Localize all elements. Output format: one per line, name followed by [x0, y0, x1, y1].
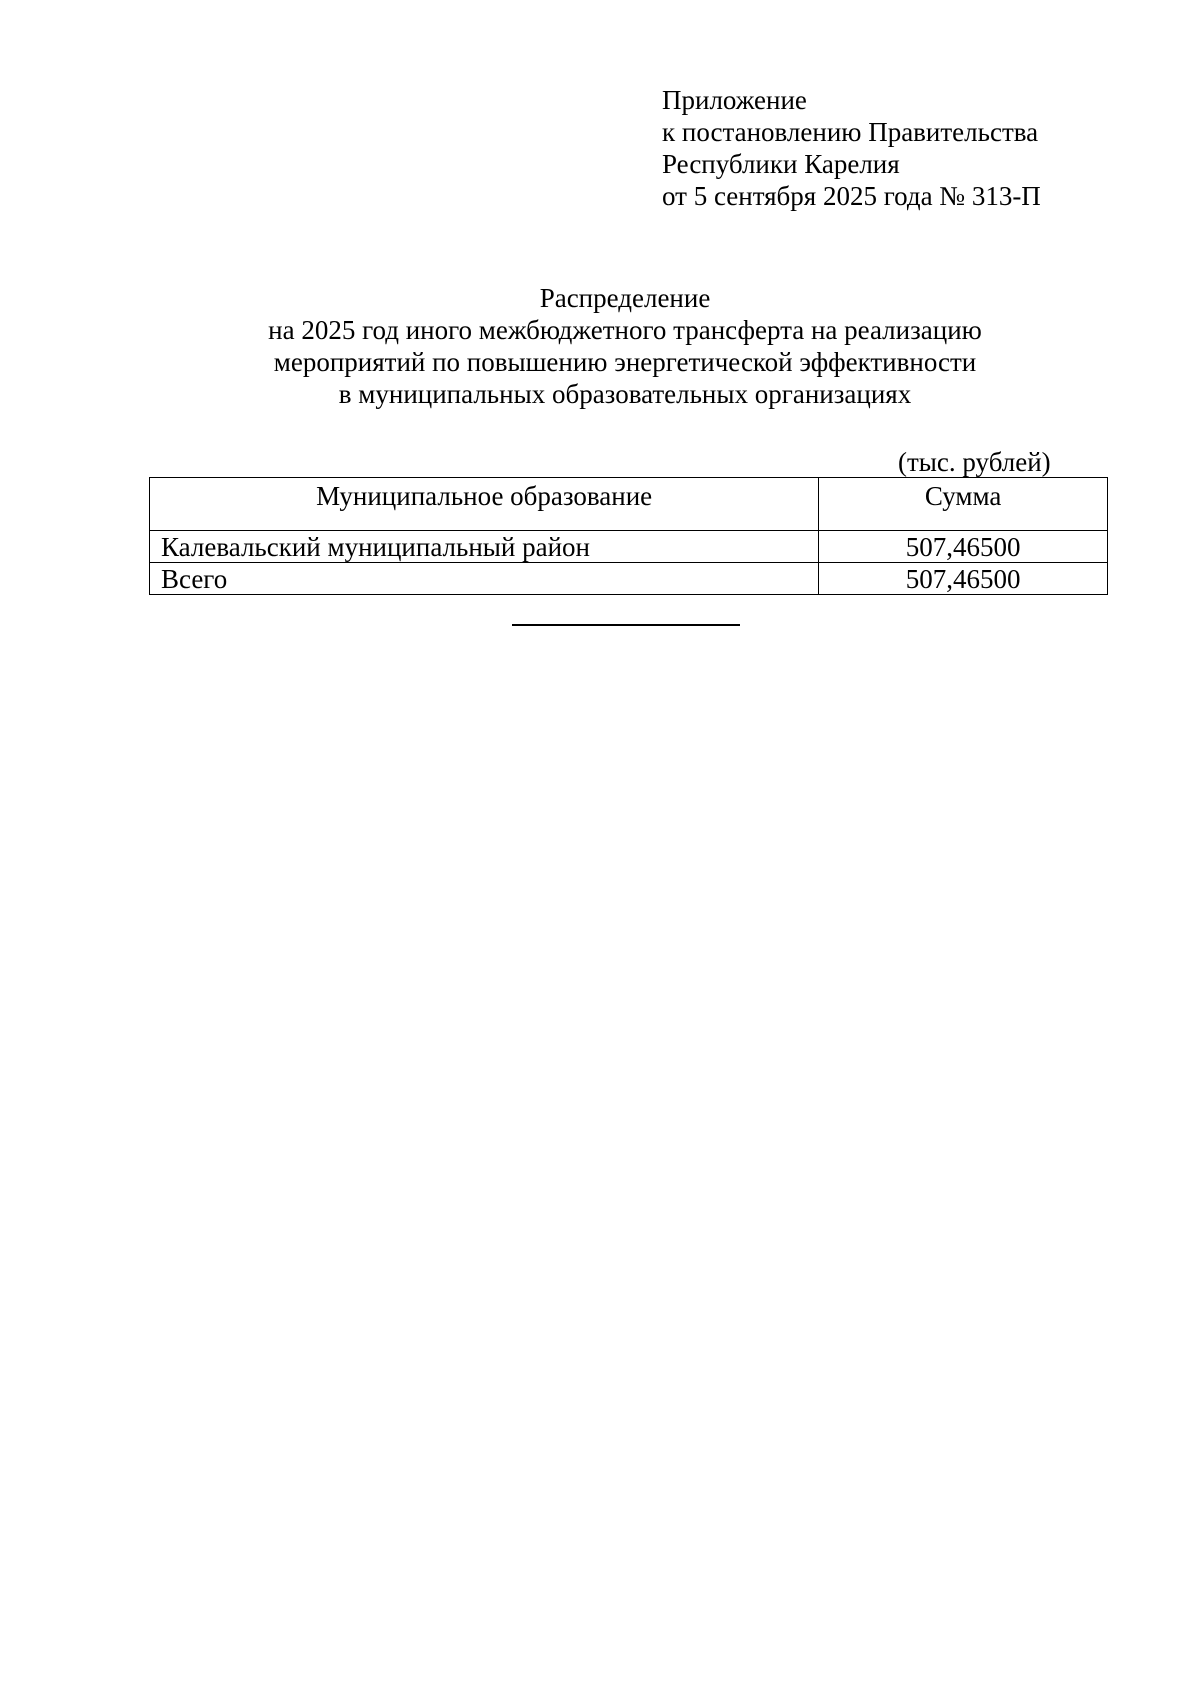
appendix-line: Приложение [662, 85, 807, 115]
closing-rule-divider [512, 624, 740, 626]
appendix-note [662, 84, 1041, 212]
title-line: Распределение [539, 283, 711, 313]
appendix-line: к постановлению Правительства [662, 117, 1039, 147]
total-label-cell: Всего [150, 563, 819, 595]
column-header-municipality: Муниципальное образование [150, 478, 819, 531]
table-header-row [150, 478, 1108, 531]
document-title [0, 282, 1200, 410]
table-row-total [150, 563, 1108, 595]
appendix-line: от 5 сентября 2025 года № 313-П [662, 181, 1041, 211]
sum-cell: 507,46500 [819, 531, 1108, 563]
column-header-sum: Сумма [819, 478, 1108, 531]
title-line: мероприятий по повышению энергетической эффективности [273, 347, 977, 377]
table-row [150, 531, 1108, 563]
title-line: в муниципальных образовательных организациях [338, 379, 912, 409]
appendix-line: Республики Карелия [662, 149, 900, 179]
distribution-table [149, 477, 1108, 595]
municipality-cell: Калевальский муниципальный район [150, 531, 819, 563]
units-label: (тыс. рублей) [898, 447, 1051, 477]
total-sum-cell: 507,46500 [819, 563, 1108, 595]
title-line: на 2025 год иного межбюджетного трансферта на реализацию [268, 315, 982, 345]
